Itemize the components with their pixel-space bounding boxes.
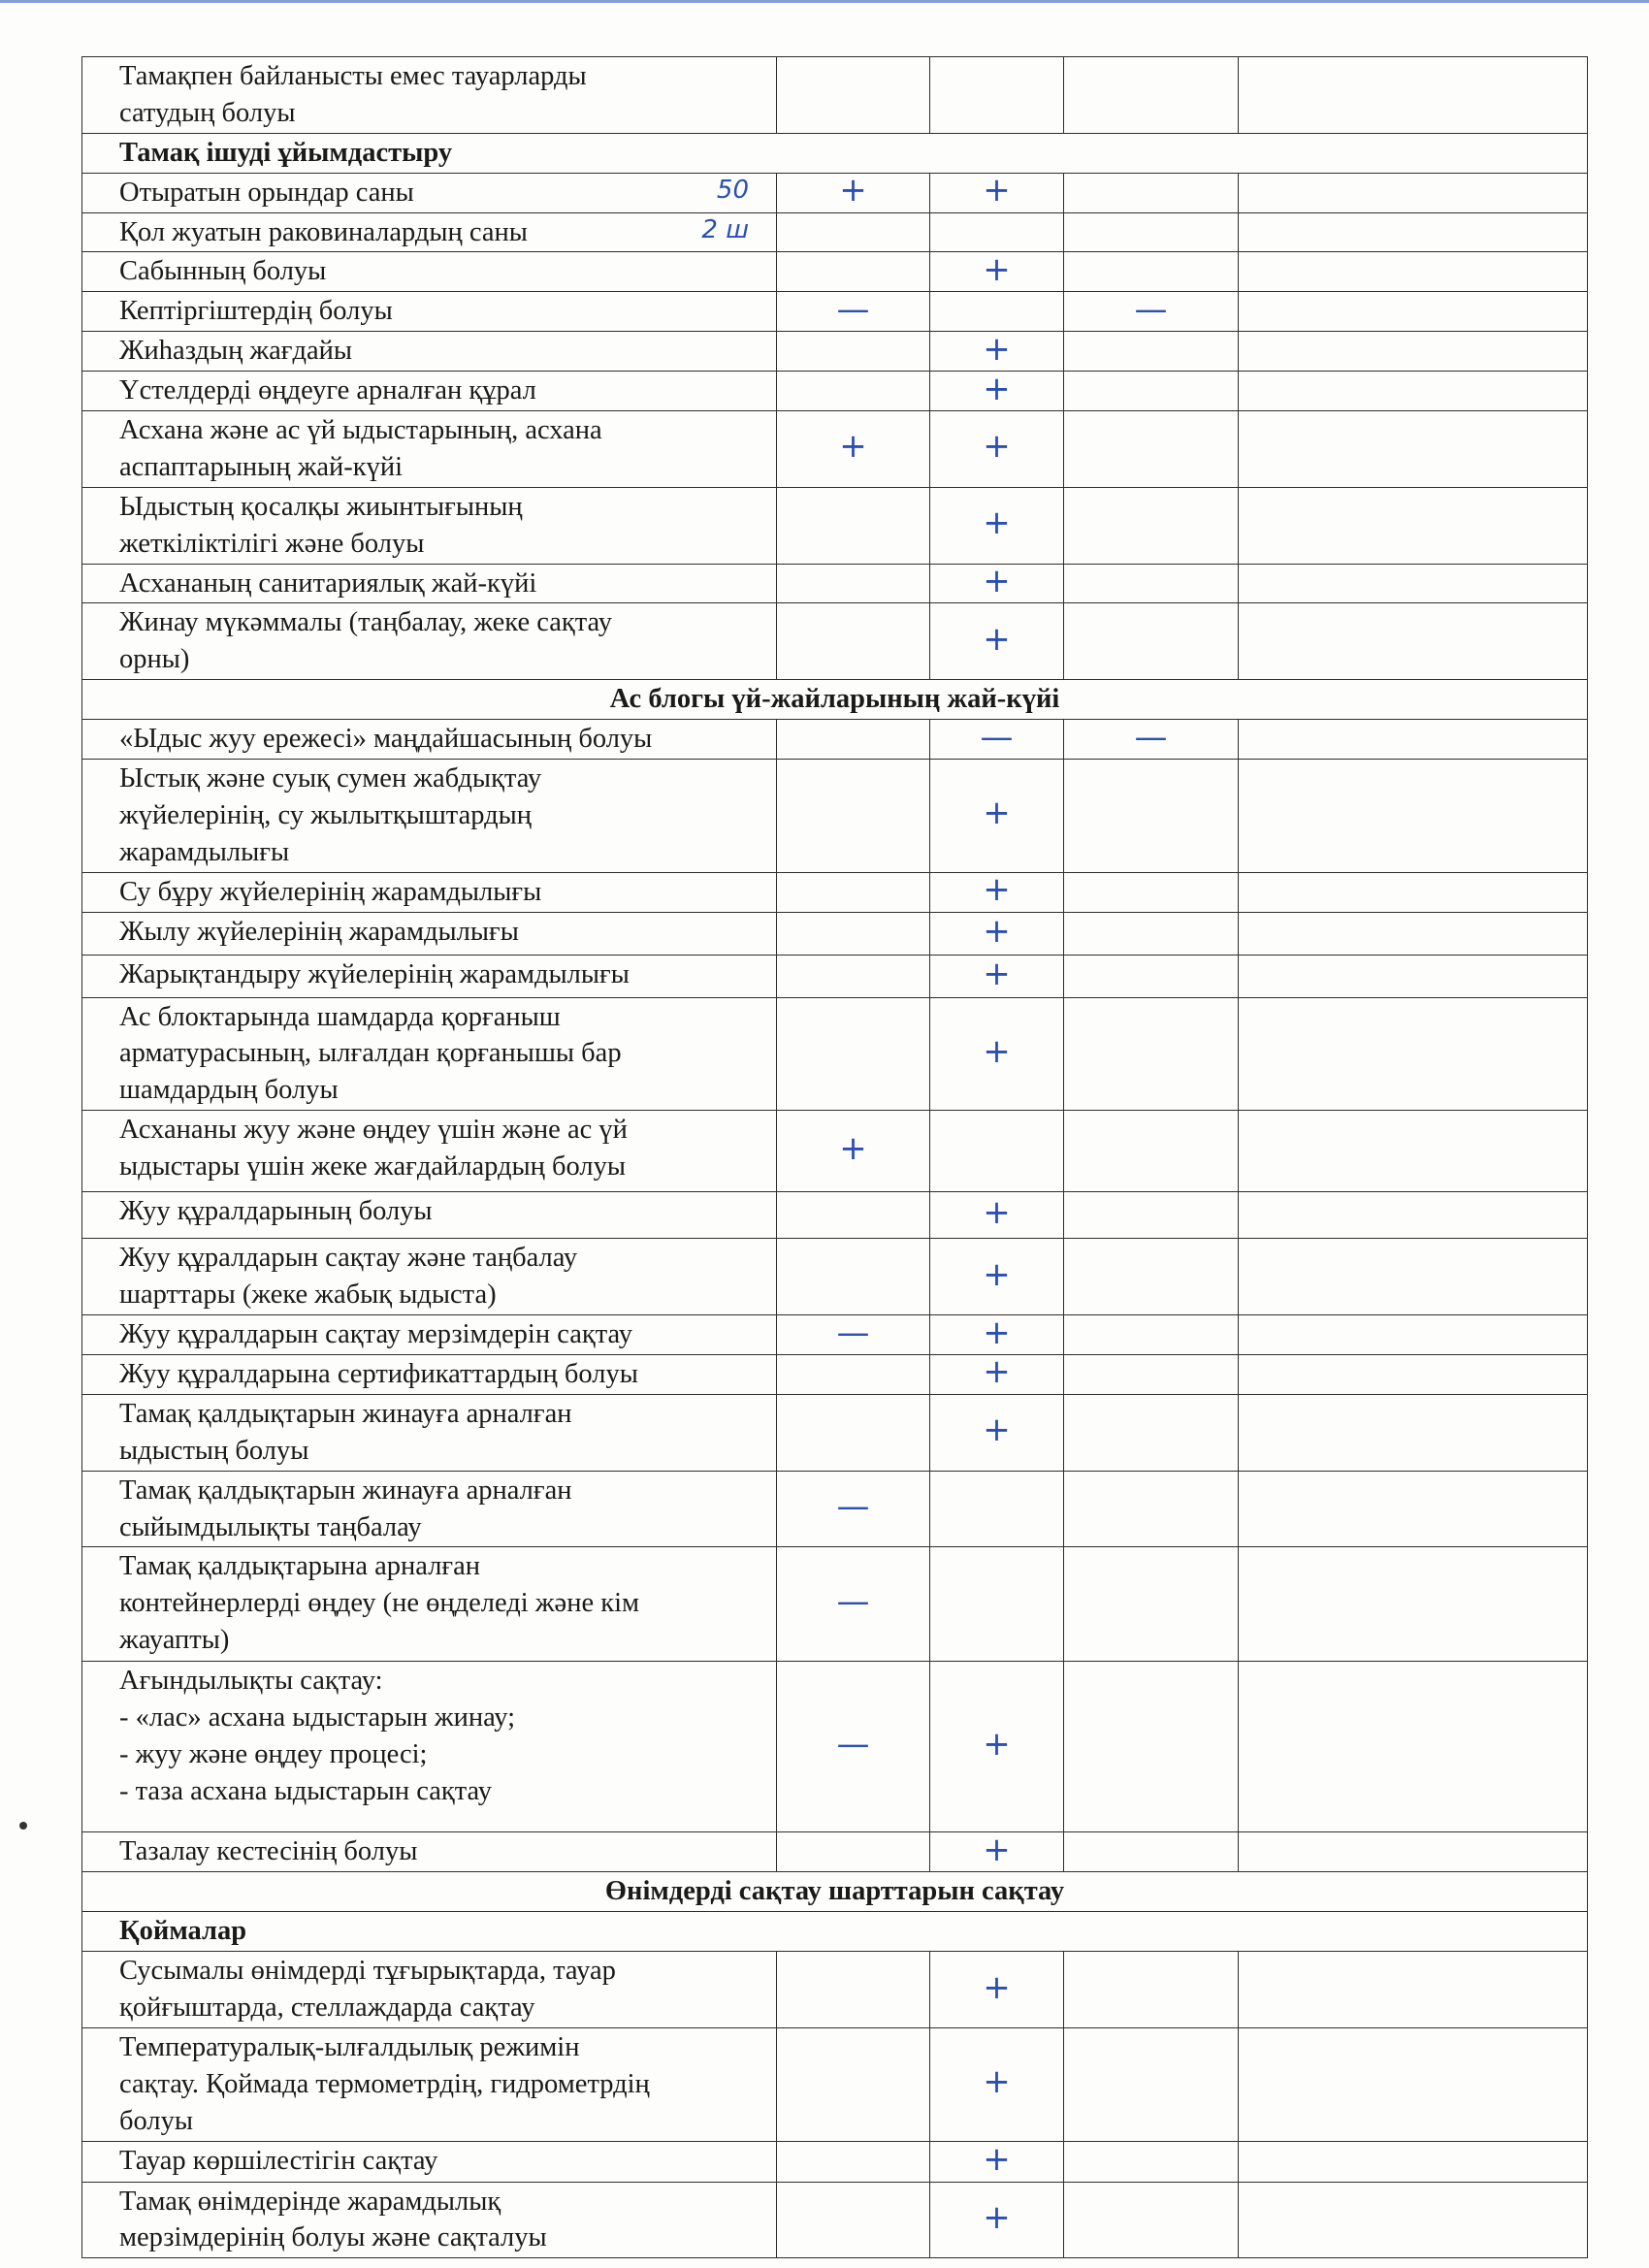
checklist-row xyxy=(82,487,1588,564)
criterion-text: Жуу құралдарының болуы xyxy=(119,1196,433,1227)
mark-cell-col-3 xyxy=(1064,212,1239,252)
criterion-text: Жуу құралдарына сертификаттардың болуы xyxy=(119,1358,638,1389)
mark-cell-col-4 xyxy=(1239,173,1588,212)
mark-cell-col-2 xyxy=(930,564,1064,603)
mark-cell-col-2 xyxy=(930,1394,1064,1471)
criterion-text: Тамақ қалдықтарын жинауға арналған сыйымдылықты таңбалау xyxy=(119,1474,572,1542)
criterion-text: Жуу құралдарын сақтау мерзімдерін сақтау xyxy=(119,1319,632,1350)
mark-cell-col-3 xyxy=(1064,332,1239,372)
mark-cell-col-2 xyxy=(930,57,1064,134)
mark-cell-col-4 xyxy=(1239,720,1588,760)
checklist-page xyxy=(81,56,1587,2253)
checklist-row xyxy=(82,872,1588,912)
mark-cell-col-4 xyxy=(1239,1192,1588,1239)
criterion-label xyxy=(82,487,777,564)
section-header-row xyxy=(82,1912,1588,1952)
handwritten-plus-mark: + xyxy=(983,503,1011,543)
criterion-text: Тамақпен байланысты емес тауарларды сатудың болуы xyxy=(119,61,587,128)
mark-cell-col-2 xyxy=(930,760,1064,873)
handwritten-plus-mark: + xyxy=(983,954,1011,993)
mark-cell-col-2 xyxy=(930,2182,1064,2258)
checklist-row xyxy=(82,720,1588,760)
checklist-row xyxy=(82,173,1588,212)
checklist-row xyxy=(82,2027,1588,2141)
mark-cell-col-4 xyxy=(1239,1952,1588,2028)
mark-cell-col-1 xyxy=(777,1312,930,1355)
criterion-label xyxy=(82,872,777,912)
mark-cell-col-2 xyxy=(930,1547,1064,1662)
mark-cell-col-1 xyxy=(777,57,930,134)
criterion-label xyxy=(82,1111,777,1192)
handwritten-dash-mark: — xyxy=(836,1312,870,1352)
criterion-text: Ас блоктарында шамдарда қорғаныш арматурасының, ылғалдан қорғанышы бар шамдардың болуы xyxy=(119,1001,622,1106)
criterion-text: Жуу құралдарын сақтау және таңбалау шарттары (жеке жабық ыдыста) xyxy=(119,1243,578,1311)
mark-cell-col-4 xyxy=(1239,411,1588,488)
section-title: Тамақ ішуді ұйымдастыру xyxy=(82,133,1588,173)
mark-cell-col-2 xyxy=(930,1471,1064,1547)
criterion-text: Жинау мүкәммалы (таңбалау, жеке сақтау орны) xyxy=(119,607,612,675)
mark-cell-col-2 xyxy=(930,173,1064,212)
mark-cell-col-3 xyxy=(1064,1471,1239,1547)
handwritten-plus-mark: + xyxy=(983,427,1011,467)
section-header-row xyxy=(82,133,1588,173)
criterion-text: Жылу жүйелерінің жарамдылығы xyxy=(119,916,519,947)
inspection-checklist-table xyxy=(81,56,1588,2258)
mark-cell-col-4 xyxy=(1239,2182,1588,2258)
criterion-label xyxy=(82,1952,777,2028)
mark-cell-col-3 xyxy=(1064,603,1239,680)
mark-cell-col-4 xyxy=(1239,487,1588,564)
mark-cell-col-3 xyxy=(1064,1111,1239,1192)
checklist-row xyxy=(82,1239,1588,1315)
mark-cell-col-4 xyxy=(1239,1354,1588,1394)
mark-cell-col-3 xyxy=(1064,2182,1239,2258)
section-title: Ас блогы үй-жайларының жай-күйі xyxy=(82,680,1588,720)
checklist-row xyxy=(82,292,1588,332)
checklist-row xyxy=(82,57,1588,134)
checklist-row xyxy=(82,912,1588,955)
mark-cell-col-4 xyxy=(1239,212,1588,252)
mark-cell-col-2 xyxy=(930,1354,1064,1394)
mark-cell-col-2 xyxy=(930,1239,1064,1315)
mark-cell-col-4 xyxy=(1239,2027,1588,2141)
mark-cell-col-3 xyxy=(1064,1832,1239,1872)
criterion-text: Тамақ қалдықтарына арналған контейнерлерді өңдеу (не өңделеді және кім жауапты) xyxy=(119,1551,640,1656)
handwritten-plus-mark: + xyxy=(983,249,1011,289)
mark-cell-col-3 xyxy=(1064,1952,1239,2028)
criterion-label xyxy=(82,292,777,332)
criterion-label xyxy=(82,1471,777,1547)
mark-cell-col-1 xyxy=(777,487,930,564)
mark-cell-col-1 xyxy=(777,1471,930,1547)
checklist-row xyxy=(82,955,1588,997)
mark-cell-col-3 xyxy=(1064,717,1239,760)
mark-cell-col-3 xyxy=(1064,289,1239,332)
mark-cell-col-3 xyxy=(1064,1192,1239,1239)
checklist-row xyxy=(82,1662,1588,1832)
checklist-row xyxy=(82,997,1588,1111)
mark-cell-col-3 xyxy=(1064,1662,1239,1832)
section-title: Қоймалар xyxy=(82,1912,1588,1952)
handwritten-plus-mark: + xyxy=(983,1254,1011,1294)
mark-cell-col-2 xyxy=(930,292,1064,332)
checklist-row xyxy=(82,252,1588,292)
mark-cell-col-4 xyxy=(1239,1239,1588,1315)
checklist-row xyxy=(82,372,1588,411)
mark-cell-col-2 xyxy=(930,329,1064,372)
mark-cell-col-3 xyxy=(1064,1315,1239,1355)
handwritten-plus-mark: + xyxy=(839,427,867,467)
mark-cell-col-1 xyxy=(777,1547,930,1662)
criterion-label xyxy=(82,1832,777,1872)
criterion-label xyxy=(82,1662,777,1832)
handwritten-plus-mark: + xyxy=(983,1312,1011,1352)
mark-cell-col-4 xyxy=(1239,564,1588,603)
criterion-text: Су бұру жүйелерінің жарамдылығы xyxy=(119,876,542,907)
handwritten-plus-mark: + xyxy=(983,2062,1011,2102)
criterion-label xyxy=(82,760,777,873)
mark-cell-col-4 xyxy=(1239,372,1588,411)
criterion-label xyxy=(82,173,777,212)
mark-cell-col-1 xyxy=(777,1662,930,1832)
criterion-label xyxy=(82,2182,777,2258)
mark-cell-col-3 xyxy=(1064,173,1239,212)
mark-cell-col-4 xyxy=(1239,332,1588,372)
mark-cell-col-1 xyxy=(777,411,930,488)
mark-cell-col-4 xyxy=(1239,955,1588,997)
handwritten-plus-mark: + xyxy=(983,2197,1011,2237)
criterion-label xyxy=(82,564,777,603)
criterion-text: Жиһаздың жағдайы xyxy=(119,336,353,367)
mark-cell-col-2 xyxy=(930,1952,1064,2028)
handwritten-plus-mark: + xyxy=(983,1967,1011,2007)
handwritten-plus-mark: + xyxy=(983,562,1011,601)
mark-cell-col-4 xyxy=(1239,1832,1588,1872)
handwritten-plus-mark: + xyxy=(983,1352,1011,1392)
criterion-text: Температуралық-ылғалдылық режимін сақтау. Қоймада термометрдің, гидрометрдің болуы xyxy=(119,2031,650,2136)
mark-cell-col-2 xyxy=(930,411,1064,488)
mark-cell-col-3 xyxy=(1064,760,1239,873)
mark-cell-col-1 xyxy=(777,1111,930,1192)
checklist-row xyxy=(82,1192,1588,1239)
criterion-label xyxy=(82,1239,777,1315)
criterion-label xyxy=(82,212,777,252)
mark-cell-col-2 xyxy=(930,1312,1064,1355)
mark-cell-col-4 xyxy=(1239,912,1588,955)
criterion-text: Сабынның болуы xyxy=(119,256,327,287)
mark-cell-col-3 xyxy=(1064,57,1239,134)
mark-cell-col-2 xyxy=(930,603,1064,680)
mark-cell-col-1 xyxy=(777,332,930,372)
mark-cell-col-4 xyxy=(1239,1547,1588,1662)
handwritten-plus-mark: + xyxy=(983,794,1011,833)
mark-cell-col-3 xyxy=(1064,1547,1239,1662)
mark-cell-col-3 xyxy=(1064,1394,1239,1471)
mark-cell-col-3 xyxy=(1064,487,1239,564)
mark-cell-col-2 xyxy=(930,212,1064,252)
criterion-label xyxy=(82,2141,777,2182)
mark-cell-col-2 xyxy=(930,1192,1064,1239)
mark-cell-col-4 xyxy=(1239,1315,1588,1355)
criterion-label xyxy=(82,1315,777,1355)
mark-cell-col-3 xyxy=(1064,955,1239,997)
criterion-text: Тамақ қалдықтарын жинауға арналған ыдыстың болуы xyxy=(119,1398,572,1466)
section-title: Өнімдерді сақтау шарттарын сақтау xyxy=(82,1872,1588,1912)
criterion-label xyxy=(82,720,777,760)
handwritten-plus-mark: + xyxy=(983,171,1011,211)
mark-cell-col-2 xyxy=(930,1662,1064,1832)
mark-cell-col-4 xyxy=(1239,1111,1588,1192)
handwritten-plus-mark: + xyxy=(983,1725,1011,1765)
checklist-row xyxy=(82,411,1588,488)
mark-cell-col-1 xyxy=(777,603,930,680)
criterion-label xyxy=(82,912,777,955)
checklist-row xyxy=(82,1354,1588,1394)
mark-cell-col-2 xyxy=(930,2141,1064,2182)
mark-cell-col-3 xyxy=(1064,372,1239,411)
criterion-text: Ағындылықты сақтау: - «лас» асхана ыдыстарын жинау; - жуу және өңдеу процесі; - таза асхана ыдыстарын сақтау xyxy=(119,1666,516,1807)
mark-cell-col-1 xyxy=(777,955,930,997)
checklist-row xyxy=(82,2141,1588,2182)
checklist-row xyxy=(82,1832,1588,1872)
mark-cell-col-2 xyxy=(930,1111,1064,1192)
mark-cell-col-1 xyxy=(777,1952,930,2028)
handwritten-plus-mark: + xyxy=(983,911,1011,951)
mark-cell-col-4 xyxy=(1239,2141,1588,2182)
mark-cell-col-1 xyxy=(777,173,930,212)
handwritten-plus-mark: + xyxy=(983,369,1011,408)
criterion-label xyxy=(82,1192,777,1239)
handwritten-plus-mark: + xyxy=(983,2139,1011,2179)
checklist-row xyxy=(82,212,1588,252)
handwritten-plus-mark: + xyxy=(983,329,1011,369)
mark-cell-col-4 xyxy=(1239,760,1588,873)
mark-cell-col-2 xyxy=(930,487,1064,564)
criterion-label xyxy=(82,57,777,134)
criterion-text: Асхана және ас үй ыдыстарының, асхана аспаптарының жай-күйі xyxy=(119,415,602,482)
mark-cell-col-3 xyxy=(1064,912,1239,955)
mark-cell-col-4 xyxy=(1239,603,1588,680)
mark-cell-col-3 xyxy=(1064,2141,1239,2182)
mark-cell-col-1 xyxy=(777,720,930,760)
mark-cell-col-2 xyxy=(930,369,1064,411)
handwritten-plus-mark: + xyxy=(983,1410,1011,1450)
checklist-row xyxy=(82,1111,1588,1192)
mark-cell-col-1 xyxy=(777,1239,930,1315)
mark-cell-col-1 xyxy=(777,760,930,873)
handwritten-dash-mark: — xyxy=(1134,717,1168,757)
mark-cell-col-2 xyxy=(930,1832,1064,1872)
checklist-row xyxy=(82,332,1588,372)
checklist-row xyxy=(82,1471,1588,1547)
handwritten-note: 50 xyxy=(716,175,749,205)
criterion-text: «Ыдыс жуу ережесі» маңдайшасының болуы xyxy=(119,724,653,755)
checklist-row xyxy=(82,2182,1588,2258)
mark-cell-col-1 xyxy=(777,372,930,411)
mark-cell-col-4 xyxy=(1239,1662,1588,1832)
mark-cell-col-3 xyxy=(1064,564,1239,603)
checklist-row xyxy=(82,1952,1588,2028)
mark-cell-col-2 xyxy=(930,2027,1064,2141)
handwritten-plus-mark: + xyxy=(983,1031,1011,1071)
mark-cell-col-1 xyxy=(777,872,930,912)
criterion-text: Ыстық және суық сумен жабдықтау жүйелерінің, су жылытқыштардың жарамдылығы xyxy=(119,763,542,867)
mark-cell-col-4 xyxy=(1239,292,1588,332)
mark-cell-col-3 xyxy=(1064,1354,1239,1394)
criterion-label xyxy=(82,332,777,372)
mark-cell-col-1 xyxy=(777,912,930,955)
handwritten-plus-mark: + xyxy=(983,619,1011,659)
mark-cell-col-1 xyxy=(777,212,930,252)
checklist-row xyxy=(82,564,1588,603)
handwritten-dash-mark: — xyxy=(836,1582,870,1622)
criterion-text: Жарықтандыру жүйелерінің жарамдылығы xyxy=(119,958,630,989)
criterion-text: Тазалау кестесінің болуы xyxy=(119,1836,418,1867)
criterion-text: Асхананы жуу және өңдеу үшін және ас үй ыдыстары үшін жеке жағдайлардың болуы xyxy=(119,1115,628,1183)
handwritten-plus-mark: + xyxy=(839,1129,867,1169)
criterion-text: Асхананың санитариялық жай-күйі xyxy=(119,567,537,599)
criterion-label xyxy=(82,1547,777,1662)
mark-cell-col-3 xyxy=(1064,2027,1239,2141)
criterion-label xyxy=(82,2027,777,2141)
handwritten-plus-mark: + xyxy=(983,870,1011,910)
mark-cell-col-4 xyxy=(1239,1394,1588,1471)
checklist-row xyxy=(82,1315,1588,1355)
section-header-row xyxy=(82,1872,1588,1912)
criterion-text: Қол жуатын раковиналардың саны xyxy=(119,216,528,247)
mark-cell-col-1 xyxy=(777,997,930,1111)
criterion-text: Тауар көршілестігін сақтау xyxy=(119,2145,438,2176)
handwritten-note: 2 ш xyxy=(701,214,749,244)
checklist-row xyxy=(82,1547,1588,1662)
mark-cell-col-1 xyxy=(777,252,930,292)
criterion-label xyxy=(82,1354,777,1394)
handwritten-dash-mark: — xyxy=(980,717,1014,757)
criterion-label xyxy=(82,372,777,411)
handwritten-plus-mark: + xyxy=(983,1193,1011,1233)
scan-speck xyxy=(19,1822,27,1830)
mark-cell-col-1 xyxy=(777,1192,930,1239)
mark-cell-col-4 xyxy=(1239,997,1588,1111)
criterion-label xyxy=(82,252,777,292)
mark-cell-col-1 xyxy=(777,2182,930,2258)
handwritten-plus-mark: + xyxy=(839,171,867,211)
handwritten-dash-mark: — xyxy=(1134,289,1168,329)
mark-cell-col-1 xyxy=(777,1832,930,1872)
handwritten-dash-mark: — xyxy=(836,289,870,329)
mark-cell-col-3 xyxy=(1064,997,1239,1111)
mark-cell-col-2 xyxy=(930,249,1064,292)
mark-cell-col-1 xyxy=(777,289,930,332)
mark-cell-col-4 xyxy=(1239,1471,1588,1547)
mark-cell-col-2 xyxy=(930,912,1064,955)
mark-cell-col-3 xyxy=(1064,252,1239,292)
mark-cell-col-1 xyxy=(777,1354,930,1394)
criterion-label xyxy=(82,603,777,680)
criterion-text: Ыдыстың қосалқы жиынтығының жеткіліктілігі және болуы xyxy=(119,491,523,559)
handwritten-dash-mark: — xyxy=(836,1725,870,1765)
mark-cell-col-2 xyxy=(930,872,1064,912)
mark-cell-col-4 xyxy=(1239,57,1588,134)
mark-cell-col-4 xyxy=(1239,252,1588,292)
checklist-row xyxy=(82,603,1588,680)
criterion-text: Тамақ өнімдерінде жарамдылық мерзімдерінің болуы және сақталуы xyxy=(119,2186,547,2253)
scan-top-edge xyxy=(0,0,1649,3)
mark-cell-col-1 xyxy=(777,1394,930,1471)
criterion-label xyxy=(82,997,777,1111)
criterion-text: Сусымалы өнімдерді тұғырықтарда, тауар қойғыштарда, стеллаждарда сақтау xyxy=(119,1956,616,2023)
handwritten-dash-mark: — xyxy=(836,1487,870,1527)
mark-cell-col-1 xyxy=(777,2141,930,2182)
criterion-text: Үстелдерді өңдеуге арналған құрал xyxy=(119,375,536,406)
handwritten-plus-mark: + xyxy=(983,1830,1011,1869)
criterion-label xyxy=(82,955,777,997)
section-header-row xyxy=(82,680,1588,720)
criterion-label xyxy=(82,411,777,488)
criterion-label xyxy=(82,1394,777,1471)
mark-cell-col-2 xyxy=(930,717,1064,760)
mark-cell-col-1 xyxy=(777,564,930,603)
criterion-text: Кептіргіштердің болуы xyxy=(119,296,393,327)
mark-cell-col-3 xyxy=(1064,872,1239,912)
mark-cell-col-2 xyxy=(930,997,1064,1111)
mark-cell-col-2 xyxy=(930,955,1064,997)
criterion-text: Отыратын орындар саны xyxy=(119,177,414,208)
mark-cell-col-4 xyxy=(1239,872,1588,912)
mark-cell-col-3 xyxy=(1064,411,1239,488)
mark-cell-col-1 xyxy=(777,2027,930,2141)
mark-cell-col-3 xyxy=(1064,1239,1239,1315)
checklist-row xyxy=(82,1394,1588,1471)
checklist-row xyxy=(82,760,1588,873)
